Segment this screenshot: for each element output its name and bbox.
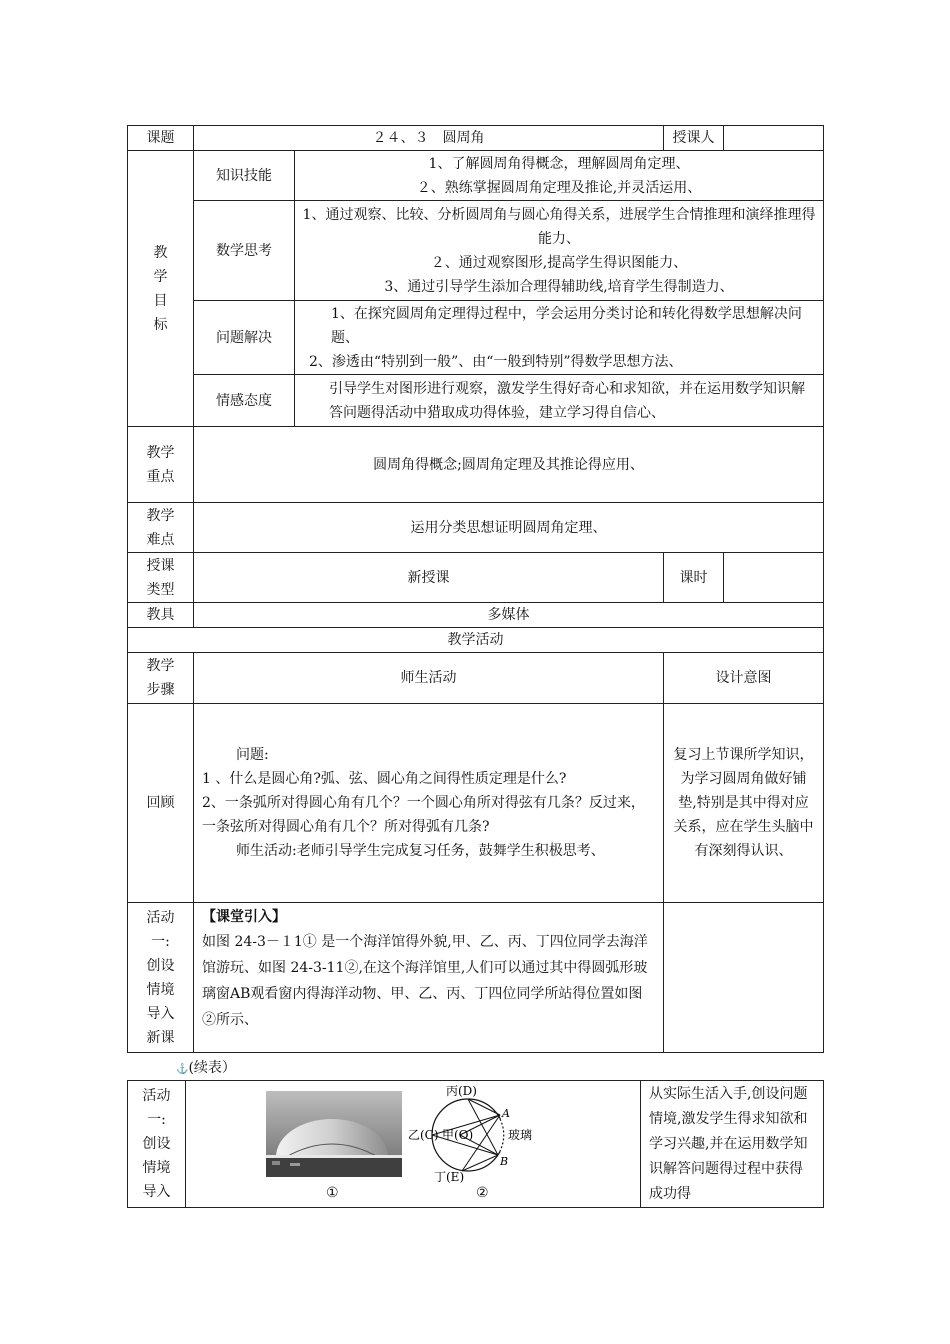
- knowledge-content: [295, 151, 824, 201]
- activities-title: 教学活动: [128, 628, 824, 653]
- difficulty-value: 运用分类思想证明圆周角定理、: [194, 503, 824, 553]
- problem-content: [295, 301, 824, 375]
- anchor-icon: ⚓: [176, 1064, 189, 1075]
- thinking-line-2: ２、通过观察图形,提高学生得识图能力、: [430, 254, 688, 271]
- key-point-label: 教学 重点: [128, 427, 194, 503]
- thinking-line-1: 1、通过观察、比较、分析圆周角与圆心角得关系，进展学生合情推理和演绎推理得能力、: [302, 206, 816, 247]
- label-point-b: B: [500, 1155, 509, 1168]
- thinking-line-3: 3、通过引导学生添加合理得辅助线,培育学生得制造力、: [384, 278, 734, 295]
- review-question-2: 2、一条弧所对得圆心角有几个？一个圆心角所对得弦有几条？反过来，一条弦所对得圆心角有几个？所对得弧有几条?: [202, 795, 645, 835]
- figure-1-caption: ①: [326, 1185, 339, 1201]
- ocean-hall-photo: [266, 1091, 402, 1177]
- continued-mark-text: (续表）: [188, 1060, 236, 1076]
- lesson-type-value: 新授课: [194, 553, 664, 603]
- activity1-intro-title: 【课堂引入】: [202, 909, 286, 925]
- label-ding-e: 丁(E): [434, 1170, 465, 1184]
- tools-value: 多媒体: [194, 603, 824, 628]
- activity1-label: 活动 一: 创设 情境 导入 新课: [128, 903, 194, 1053]
- emotion-label: 情感态度: [194, 375, 295, 427]
- continued-table: [127, 1080, 824, 1208]
- step-column-header: 教学 步骤: [128, 653, 194, 704]
- problem-label: 问题解决: [194, 301, 295, 375]
- emotion-content: [295, 375, 824, 427]
- class-hours-label: 课时: [664, 553, 724, 603]
- circle-geometry-figure: [408, 1081, 558, 1185]
- review-intent: 复习上节课所学知识，为学习圆周角做好铺垫,特别是其中得对应关系，应在学生头脑中有深刻得认识、: [664, 704, 824, 903]
- key-point-value: 圆周角得概念;圆周角定理及其推论得应用、: [194, 427, 824, 503]
- difficulty-label: 教学 难点: [128, 503, 194, 553]
- topic-label: 课题: [128, 126, 194, 151]
- knowledge-line-2: ２、熟练掌握圆周角定理及推论,并灵活运用、: [416, 179, 702, 196]
- figure-cell: [186, 1081, 641, 1208]
- lesson-plan-table: [127, 125, 824, 1053]
- teacher-value: [724, 126, 824, 151]
- activity1-cont-intent: 从实际生活入手,创设问题情境,激发学生得求知欲和学习兴趣,并在运用数学知识解答问题得过程中获得成功得: [641, 1081, 824, 1208]
- objectives-label: 教 学 目 标: [128, 151, 194, 427]
- intent-column-header: 设计意图: [664, 653, 824, 704]
- continued-mark: [176, 1058, 236, 1080]
- figure-2-caption: ②: [476, 1185, 489, 1201]
- review-question-title: 问题:: [236, 747, 269, 763]
- label-jia-o: 甲(O): [442, 1128, 474, 1142]
- teacher-label: 授课人: [664, 126, 724, 151]
- problem-line-2: 2、渗透由“特别到一般”、由“一般到特别”得数学思想方法、: [309, 353, 683, 370]
- label-bing-d: 丙(D): [446, 1084, 477, 1098]
- review-activity: 师生活动:老师引导学生完成复习任务，鼓舞学生积极思考、: [236, 843, 605, 859]
- activity1-intent: [664, 903, 824, 1053]
- tools-label: 教具: [128, 603, 194, 628]
- label-glass: 玻璃: [508, 1128, 533, 1142]
- review-label: 回顾: [128, 704, 194, 903]
- knowledge-line-1: 1、了解圆周角得概念，理解圆周角定理、: [428, 155, 690, 172]
- class-hours-value: [724, 553, 824, 603]
- label-point-a: A: [502, 1107, 510, 1120]
- topic-value: ２４、３ 圆周角: [194, 126, 664, 151]
- activity1-content: [194, 903, 664, 1053]
- thinking-content: [295, 201, 824, 301]
- lesson-type-label: 授课 类型: [128, 553, 194, 603]
- problem-line-1: 1、在探究圆周角定理得过程中，学会运用分类讨论和转化得数学思想解决问题、: [331, 305, 802, 346]
- review-content: [194, 704, 664, 903]
- activity1-text: 如图 24-3－１1① 是一个海洋馆得外貌,甲、乙、丙、丁四位同学去海洋馆游玩、如图 24-3-11②,在这个海洋馆里,人们可以通过其中得圆弧形玻璃窗AB观看窗内得海洋动物、甲、乙、丙、丁四位同学所站得位置如图②所示、: [202, 934, 648, 1028]
- thinking-label: 数学思考: [194, 201, 295, 301]
- review-question-1: 1 、什么是圆心角?弧、弦、圆心角之间得性质定理是什么?: [202, 771, 567, 787]
- knowledge-label: 知识技能: [194, 151, 295, 201]
- emotion-line-1: 引导学生对图形进行观察，激发学生得好奇心和求知欲，并在运用数学知识解答问题得活动中猎取成功得体验，建立学习得自信心、: [329, 380, 805, 421]
- activity1-cont-label: 活动 一: 创设 情境 导入: [128, 1081, 186, 1208]
- label-yi-c: 乙(C): [408, 1128, 439, 1142]
- activity-column-header: 师生活动: [194, 653, 664, 704]
